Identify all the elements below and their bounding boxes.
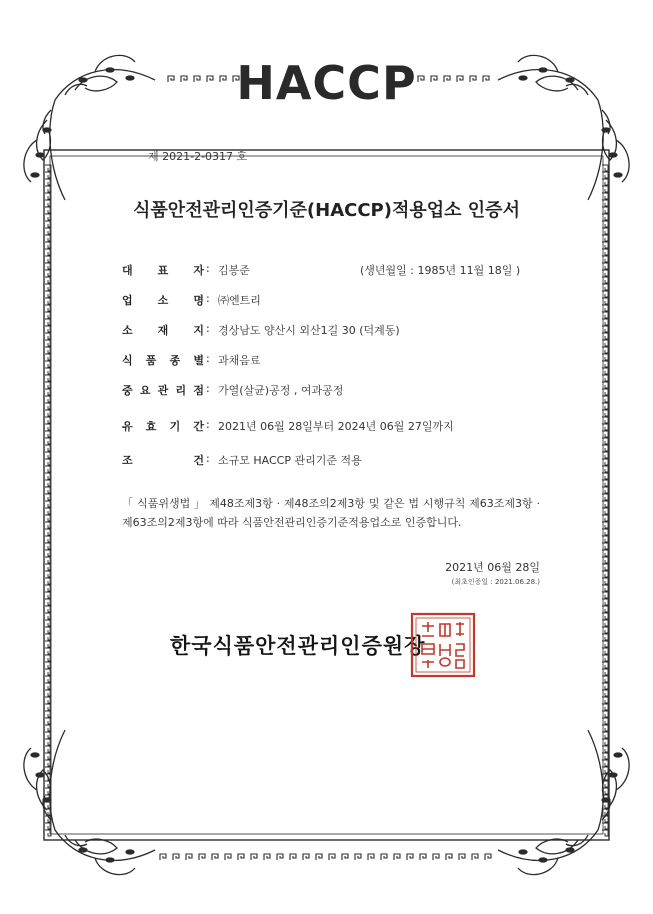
official-seal-icon xyxy=(410,612,476,678)
field-value: 소규모 HACCP 관리기준 적용 xyxy=(218,454,362,467)
field-value: 가열(살균)공정 , 여과공정 xyxy=(218,384,344,397)
field-label: 소 재 지 xyxy=(122,324,204,337)
field-value: 과채음료 xyxy=(218,354,261,367)
certificate-page: HACCP 제 2021-2-0317 호 식품안전관리인증기준(HACCP)적용업소 인증서 대 표 자 : 김봉준 (생년월일 : 1985년 11월 18일 ) 업 소 명 : ㈜엔트리 소 재 지 : 경상남도 양산시 외산1길 30 (덕계동) 식 품 종 별 : 과채음료 중 요 관 리 점 : 가열(살균)공정 , 여과공정 유 효 기 간 : 2021년 06월 28일부터 2024년 06월 27일까지 조 건 : 소규모 HACCP 관리기준 적용 「 식품위생법 」 제48조제3항 · 제48조의2제3항 및 같은 법 시행규칙 제63조제3항 · 제63조의2제3항에 따라 식품안전관리인증기준적용업소로 인증합니다. 2021년 06월 28일 (최초인증일 : 2021.06.28.) 한국식품안전관리인증원장 xyxy=(0,0,653,914)
field-label: 유 효 기 간 xyxy=(122,420,204,433)
certificate-number: 제 2021-2-0317 호 xyxy=(148,150,248,163)
certification-statement: 「 식품위생법 」 제48조제3항 · 제48조의2제3항 및 같은 법 시행규칙 제63조제3항 · 제63조의2제3항에 따라 식품안전관리인증기준적용업소로 인증합니다. xyxy=(122,497,540,529)
field-value: ㈜엔트리 xyxy=(218,294,261,307)
field-label: 업 소 명 xyxy=(122,294,204,307)
field-label: 대 표 자 xyxy=(122,264,204,277)
field-value: 경상남도 양산시 외산1길 30 (덕계동) xyxy=(218,324,400,337)
birth-date-note: (생년월일 : 1985년 11월 18일 ) xyxy=(360,264,521,277)
first-certification-date: (최초인증일 : 2021.06.28.) xyxy=(451,578,540,586)
field-label: 조 건 xyxy=(122,454,204,467)
issuer-name: 한국식품안전관리인증원장 xyxy=(170,634,426,658)
issue-date: 2021년 06월 28일 xyxy=(445,561,540,574)
field-value: 2021년 06월 28일부터 2024년 06월 27일까지 xyxy=(218,420,454,433)
field-label: 식 품 종 별 xyxy=(122,354,204,367)
certificate-title: 식품안전관리인증기준(HACCP)적용업소 인증서 xyxy=(133,200,520,221)
field-label: 중 요 관 리 점 xyxy=(122,384,204,397)
field-value: 김봉준 xyxy=(218,264,250,277)
haccp-logo-title: HACCP xyxy=(236,56,417,110)
